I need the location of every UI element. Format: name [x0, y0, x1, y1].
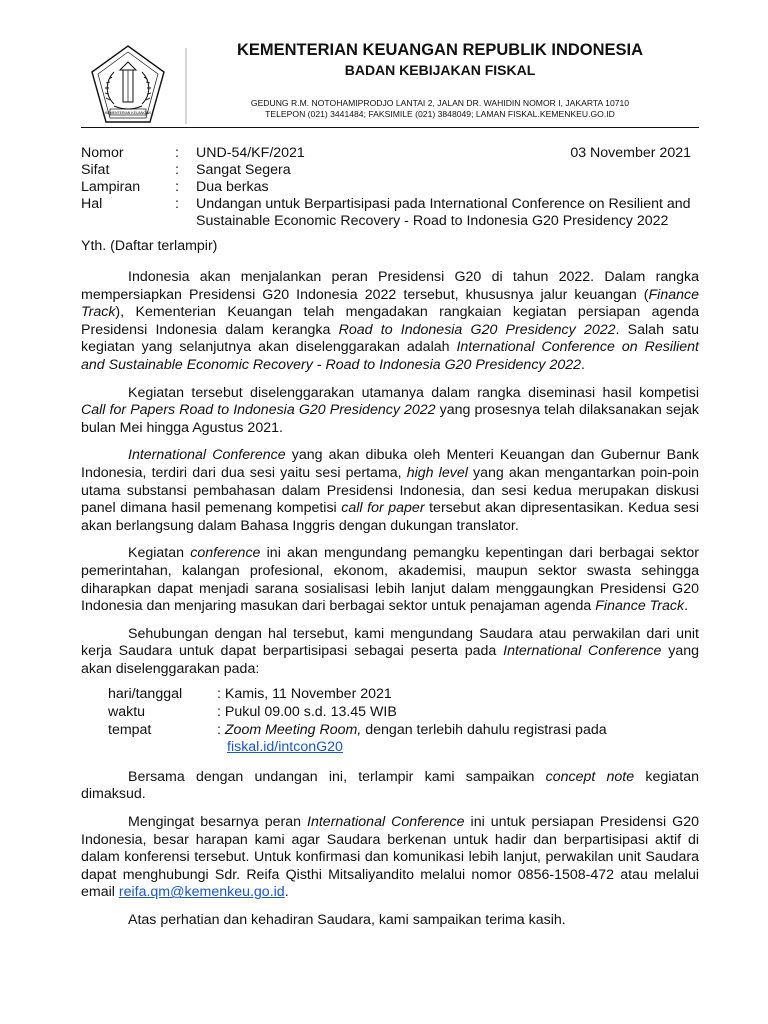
ministry-logo — [84, 42, 216, 128]
nomor-value: UND-54/KF/2021 — [196, 145, 305, 161]
place-value: : Zoom Meeting Room, dengan terlebih dahulu registrasi pada fiskal.id/intconG20 — [217, 721, 607, 756]
meta-colon: : — [175, 196, 179, 212]
paragraph-1: Indonesia akan menjalankan peran Presidensi G20 di tahun 2022. Dalam rangka mempersiapkan Presidensi G20 Indonesia 2022 tersebut, khususnya jalur keuangan (Finance Track), Kementerian Keuangan telah mengadakan rangkaian kegiatan persiapan agenda Presidensi Indonesia dalam kerangka Road to Indonesia G20 Presidency 2022. Salah satu kegiatan yang selanjutnya akan diselenggarakan adalah International Conference on Resilient and Sustainable Economic Recovery - Road to Indonesia G20 Presidency 2022. — [81, 269, 699, 373]
time-label: waktu — [108, 704, 146, 721]
schedule-row-time — [108, 704, 699, 722]
letter-meta — [81, 145, 701, 230]
meta-colon: : — [175, 162, 179, 178]
time-value: : Pukul 09.00 s.d. 13.45 WIB — [217, 704, 397, 721]
meta-colon: : — [175, 179, 179, 195]
paragraph-4: Kegiatan conference ini akan mengundang pemangku kepentingan dari berbagai sektor pemerintahan, kalangan profesional, ekonom, akademisi, maupun sektor swasta sehingga diharapkan dapat menjadi sarana sosialisasi lebih lanjut dalam menggaungkan Presidensi G20 Indonesia dan menjaring masukan dari berbagai sektor untuk penajaman agenda Finance Track. — [81, 545, 700, 615]
paragraph-3: International Conference yang akan dibuka oleh Menteri Keuangan dan Gubernur Bank Indonesia, terdiri dari dua sesi yaitu sesi pertama, high level yang akan mengantarkan poin-poin utama substansi pembahasan dalam Presidensi Indonesia, dan sesi kedua merupakan diskusi panel dimana hasil pemenang kompetisi call for paper tersebut akan dipresentasikan. Kedua sesi akan berlangsung dalam Bahasa Inggris dengan dukungan translator. — [81, 447, 700, 534]
day-label: hari/tanggal — [108, 686, 183, 703]
meta-row-hal — [81, 196, 701, 230]
event-schedule — [108, 686, 699, 756]
paragraph-5: Sehubungan dengan hal tersebut, kami mengundang Saudara atau perwakilan dari unit kerja Saudara untuk dapat berpartisipasi sebagai peserta pada International Conference yang akan diselenggarakan pada: — [81, 625, 699, 677]
contact-email-link[interactable]: reifa.qm@kemenkeu.go.id — [118, 884, 285, 901]
lampiran-label: Lampiran — [81, 179, 141, 195]
letterhead-divider — [81, 127, 699, 128]
hal-label: Hal — [81, 196, 103, 212]
nomor-label: Nomor — [81, 145, 124, 161]
recipient: Yth. (Daftar terlampir) — [81, 238, 218, 254]
letter-body — [81, 269, 699, 940]
lampiran-value: Dua berkas — [196, 179, 269, 195]
meta-row-nomor — [81, 145, 701, 162]
letterhead-address — [224, 98, 656, 120]
ministry-emblem-icon — [84, 42, 216, 128]
address-line-1: GEDUNG R.M. NOTOHAMIPRODJO LANTAI 2, JALAN DR. WAHIDIN NOMOR I, JAKARTA 10710 — [250, 98, 630, 108]
paragraph-2: Kegiatan tersebut diselenggarakan utamanya dalam rangka diseminasi hasil kompetisi Call for Papers Road to Indonesia G20 Presidency 2022 yang prosesnya telah dilaksanakan sejak bulan Mei hingga Agustus 2021. — [81, 384, 699, 436]
paragraph-7: Mengingat besarnya peran International Conference ini untuk persiapan Presidensi G20 Indonesia, besar harapan kami agar Saudara berkenan untuk hadir dan berpartisipasi aktif di dalam konferensi tersebut. Untuk konfirmasi dan komunikasi lebih lanjut, perwakilan unit Saudara dapat menghubungi Sdr. Reifa Qisthi Mitsaliyandito melalui nomor 0856-1508-472 atau melalui email reifa.qm@kemenkeu.go.id. — [81, 814, 699, 901]
meta-row-lampiran — [81, 179, 701, 196]
letter-date: 03 November 2021 — [570, 145, 691, 161]
meta-colon: : — [175, 145, 179, 161]
place-label: tempat — [108, 721, 152, 738]
meta-row-sifat — [81, 162, 701, 179]
day-value: : Kamis, 11 November 2021 — [217, 686, 392, 703]
paragraph-8: Atas perhatian dan kehadiran Saudara, kami sampaikan terima kasih. — [128, 912, 566, 928]
schedule-row-day — [108, 686, 699, 704]
agency-name: BADAN KEBIJAKAN FISKAL — [344, 62, 536, 78]
hal-value: Undangan untuk Berpartisipasi pada International Conference on Resilient and Sustainable Economic Recovery - Road to Indonesia G20 Presidency 2022 — [196, 196, 691, 229]
logo-text: KEMENTERIAN KEUANGAN — [105, 111, 151, 115]
paragraph-6: Bersama dengan undangan ini, terlampir kami sampaikan concept note kegiatan dimaksud. — [81, 768, 700, 803]
sifat-label: Sifat — [81, 162, 110, 178]
sifat-value: Sangat Segera — [196, 162, 291, 178]
ministry-name: KEMENTERIAN KEUANGAN REPUBLIK INDONESIA — [236, 41, 644, 59]
registration-link[interactable]: fiskal.id/intconG20 — [227, 739, 343, 756]
schedule-row-place — [108, 722, 699, 757]
address-line-2: TELEPON (021) 3441484; FAKSIMILE (021) 3848049; LAMAN FISKAL.KEMENKEU.GO.ID — [265, 109, 615, 119]
